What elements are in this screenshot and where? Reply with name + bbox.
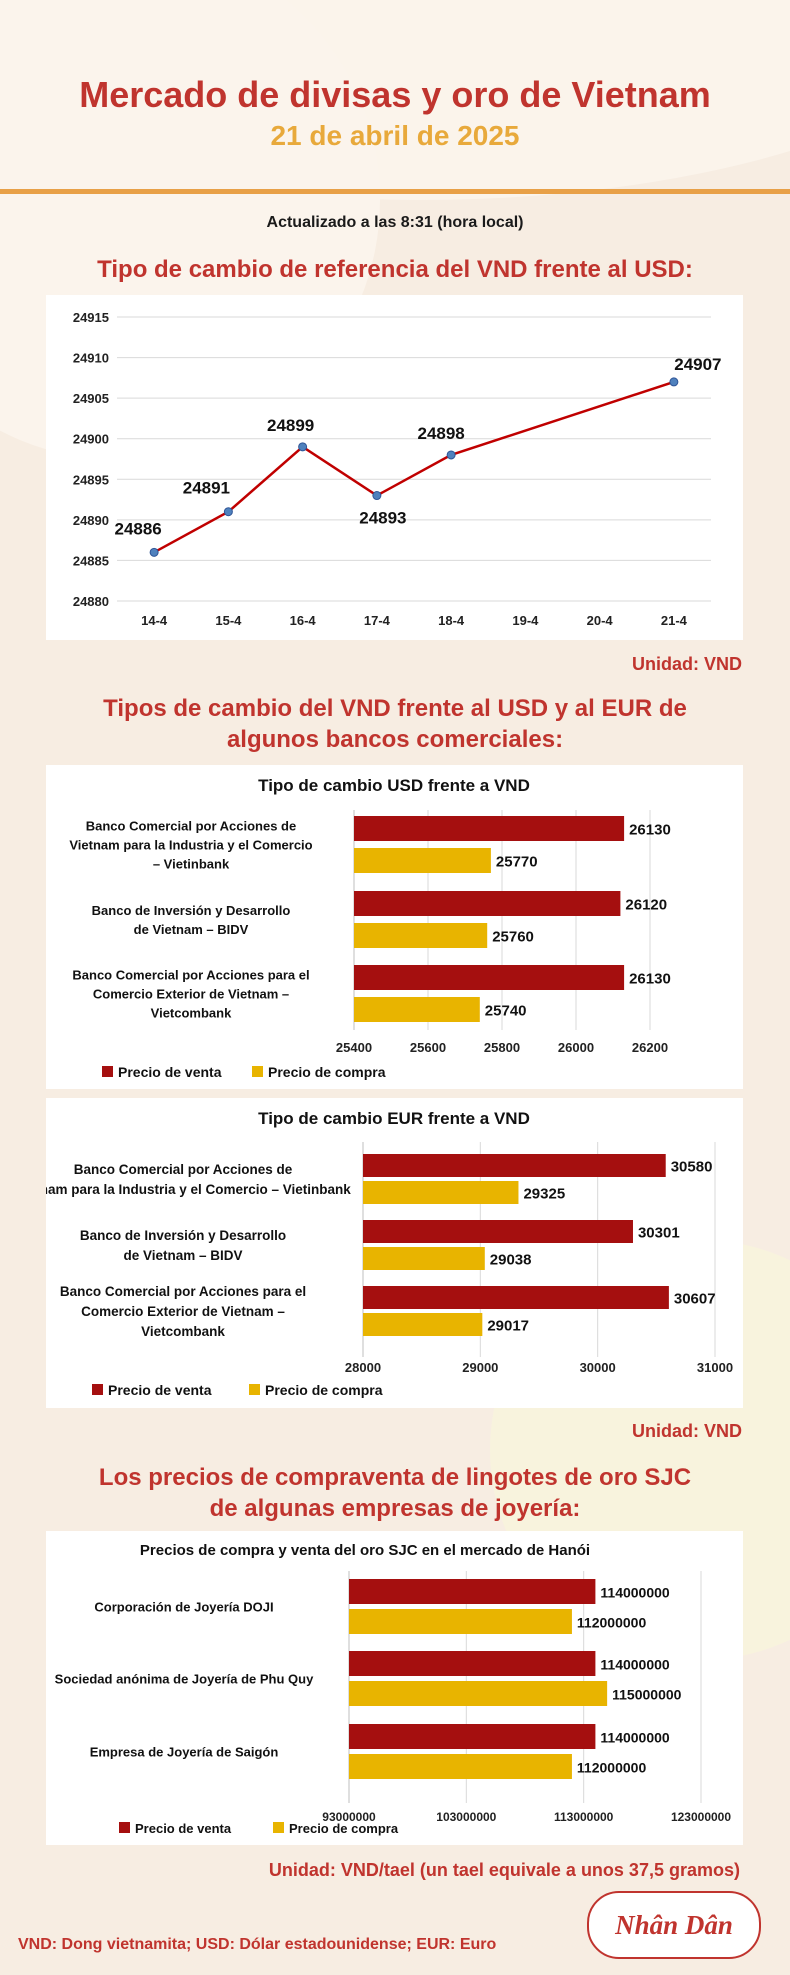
category-label-line: Banco Comercial por Acciones para el <box>72 967 310 983</box>
bar <box>349 1651 595 1676</box>
data-point <box>670 378 678 386</box>
category-label <box>60 1284 306 1339</box>
bar <box>363 1286 669 1309</box>
y-tick-label: 24880 <box>72 594 109 609</box>
data-label: 30580 <box>670 1158 713 1176</box>
x-tick-label: 113000000 <box>553 1810 614 1824</box>
category-label <box>90 1745 279 1760</box>
chart-title: Tipo de cambio EUR frente a VND <box>258 1109 530 1128</box>
category-label <box>94 1600 273 1615</box>
data-label: 114000000 <box>600 1584 670 1601</box>
category-label-line: – Vietinbank <box>152 856 230 872</box>
y-tick-label: 24885 <box>72 553 109 569</box>
x-tick-label: 26000 <box>557 1040 595 1055</box>
data-label: 24893 <box>359 508 407 528</box>
bar <box>354 923 487 948</box>
category-label <box>69 819 312 872</box>
legend-label: Precio de compra <box>265 1382 383 1398</box>
data-point <box>224 508 232 516</box>
bar <box>349 1754 572 1779</box>
x-tick-label: 25400 <box>335 1040 373 1055</box>
reference-rate-heading: Tipo de cambio de referencia del VND frente al USD: <box>97 256 693 283</box>
usd-rates-panel <box>46 765 743 1089</box>
bar <box>363 1181 518 1204</box>
data-label: 29325 <box>523 1185 566 1203</box>
y-tick-label: 24895 <box>72 472 109 488</box>
legend-label: Precio de compra <box>268 1064 386 1080</box>
page-title: Mercado de divisas y oro de Vietnam <box>79 74 711 115</box>
x-tick-label: 16-4 <box>289 613 316 628</box>
x-tick-label: 17-4 <box>363 613 390 628</box>
data-label: 25740 <box>484 1002 527 1020</box>
legend-label: Precio de venta <box>108 1382 212 1398</box>
category-label-line: Banco de Inversión y Desarrollo <box>79 1228 287 1243</box>
x-tick-label: 18-4 <box>438 613 465 628</box>
reference-rate-panel <box>46 295 743 640</box>
data-point <box>373 492 381 500</box>
category-label-line: Banco Comercial por Acciones de <box>73 1162 293 1177</box>
legend-label: Precio de venta <box>118 1064 222 1080</box>
category-label <box>92 903 291 937</box>
legend-label: Precio de venta <box>135 1821 232 1836</box>
legend-swatch <box>273 1822 284 1833</box>
data-point <box>299 443 307 451</box>
category-label <box>80 1228 286 1263</box>
bar <box>354 965 624 990</box>
data-label: 112000000 <box>576 1614 647 1631</box>
bank-rates-heading: Tipos de cambio del VND frente al USD y al EUR de algunos bancos comerciales: <box>103 695 687 753</box>
logo-text: Nhân Dân <box>615 1909 733 1940</box>
bar <box>354 891 620 916</box>
y-tick-label: 24900 <box>72 431 109 447</box>
data-label: 26120 <box>625 896 668 914</box>
bar <box>363 1220 633 1243</box>
data-label: 30607 <box>673 1290 716 1308</box>
category-label-line: Vietnam para la Industria y el Comercio <box>69 837 313 853</box>
y-tick-label: 24890 <box>72 512 109 528</box>
bar <box>349 1579 595 1604</box>
category-label-line: Banco de Inversión y Desarrollo <box>91 903 291 918</box>
x-tick-label: 14-4 <box>141 613 168 628</box>
bar <box>354 848 491 873</box>
legend-swatch <box>119 1822 130 1833</box>
data-label: 30301 <box>637 1224 680 1242</box>
category-label <box>72 968 309 1021</box>
data-label: 112000000 <box>576 1759 647 1776</box>
x-tick-label: 93000000 <box>322 1810 376 1824</box>
series-line <box>154 382 674 552</box>
updated-time: Actualizado a las 8:31 (hora local) <box>266 214 524 231</box>
data-label: 29017 <box>487 1317 530 1335</box>
eur-rates-bar-chart <box>46 1098 743 1408</box>
data-label: 24886 <box>114 519 162 539</box>
nhan-dan-logo <box>587 1891 761 1959</box>
bar <box>349 1609 572 1634</box>
legend-swatch <box>249 1384 260 1395</box>
bar <box>363 1247 485 1270</box>
category-label-line: Empresa de Joyería de Saigón <box>89 1744 279 1760</box>
x-tick-label: 31000 <box>696 1360 734 1375</box>
category-label-line: Corporación de Joyería DOJI <box>94 1599 274 1615</box>
bar <box>354 816 624 841</box>
legend-label: Precio de compra <box>289 1821 399 1836</box>
header-divider <box>0 189 790 194</box>
data-point <box>447 451 455 459</box>
category-label-line: Banco Comercial por Acciones para el <box>59 1284 307 1299</box>
eur-rates-panel <box>46 1098 743 1408</box>
y-tick-label: 24915 <box>72 310 109 325</box>
page-date: 21 de abril de 2025 <box>270 120 520 151</box>
bar <box>354 997 480 1022</box>
unit-label: Unidad: VND <box>632 654 742 674</box>
x-tick-label: 20-4 <box>586 613 613 628</box>
x-tick-label: 19-4 <box>512 613 539 628</box>
gold-unit-label: Unidad: VND/tael (un tael equivale a unos 37,5 gramos) <box>268 1860 740 1880</box>
x-tick-label: 28000 <box>344 1360 382 1375</box>
data-label: 24891 <box>182 478 231 498</box>
x-tick-label: 29000 <box>462 1360 499 1375</box>
legend-swatch <box>92 1384 103 1395</box>
x-tick-label: 25600 <box>409 1040 447 1055</box>
x-tick-label: 103000000 <box>436 1810 497 1824</box>
data-label: 114000000 <box>600 1656 670 1673</box>
category-label-line: Vietcombank <box>150 1005 232 1021</box>
data-label: 26130 <box>629 970 671 988</box>
gold-prices-bar-chart <box>46 1531 743 1845</box>
x-tick-label: 25800 <box>483 1040 521 1055</box>
data-label: 26130 <box>629 821 671 839</box>
category-label-line: Comercio Exterior de Vietnam – <box>92 986 290 1002</box>
gold-prices-heading: Los precios de compraventa de lingotes de oro SJC de algunas empresas de joyería: <box>98 1464 692 1522</box>
category-label-line: Vietnam para la Industria y el Comercio – Vietinbank <box>46 1182 351 1197</box>
y-tick-label: 24905 <box>72 391 109 407</box>
data-label: 25770 <box>495 853 538 871</box>
category-label-line: de Vietnam – BIDV <box>123 1248 243 1263</box>
x-tick-label: 21-4 <box>660 613 687 628</box>
data-label: 24898 <box>417 423 465 443</box>
x-tick-label: 30000 <box>579 1360 616 1375</box>
category-label <box>55 1672 314 1687</box>
bar <box>363 1313 482 1336</box>
chart-title: Precios de compra y venta del oro SJC en el mercado de Hanói <box>139 1542 591 1559</box>
reference-rate-line-chart <box>46 295 743 640</box>
legend-swatch <box>252 1066 263 1077</box>
bar <box>349 1724 595 1749</box>
data-point <box>150 548 158 556</box>
category-label <box>46 1162 351 1197</box>
bar <box>363 1154 666 1177</box>
data-label: 25760 <box>492 928 534 946</box>
x-tick-label: 26200 <box>631 1040 669 1055</box>
x-tick-label: 123000000 <box>670 1810 732 1824</box>
data-label: 24899 <box>266 415 315 435</box>
data-label: 29038 <box>489 1251 532 1269</box>
y-tick-label: 24910 <box>72 350 109 366</box>
chart-title: Tipo de cambio USD frente a VND <box>258 776 530 795</box>
abbreviations-footnote: VND: Dong vietnamita; USD: Dólar estadounidense; EUR: Euro <box>18 1936 497 1953</box>
legend-swatch <box>102 1066 113 1077</box>
category-label-line: Vietcombank <box>141 1324 225 1339</box>
unit-label: Unidad: VND <box>632 1421 742 1441</box>
usd-rates-bar-chart <box>46 765 743 1089</box>
gold-prices-panel <box>46 1531 743 1845</box>
data-label: 114000000 <box>600 1729 670 1746</box>
data-label: 24907 <box>674 354 722 374</box>
category-label-line: de Vietnam – BIDV <box>133 922 249 937</box>
x-tick-label: 15-4 <box>215 613 242 628</box>
category-label-line: Comercio Exterior de Vietnam – <box>81 1304 285 1319</box>
category-label-line: Sociedad anónima de Joyería de Phu Quy <box>54 1671 314 1687</box>
bar <box>349 1681 607 1706</box>
data-label: 115000000 <box>612 1686 682 1703</box>
category-label-line: Banco Comercial por Acciones de <box>85 818 297 834</box>
